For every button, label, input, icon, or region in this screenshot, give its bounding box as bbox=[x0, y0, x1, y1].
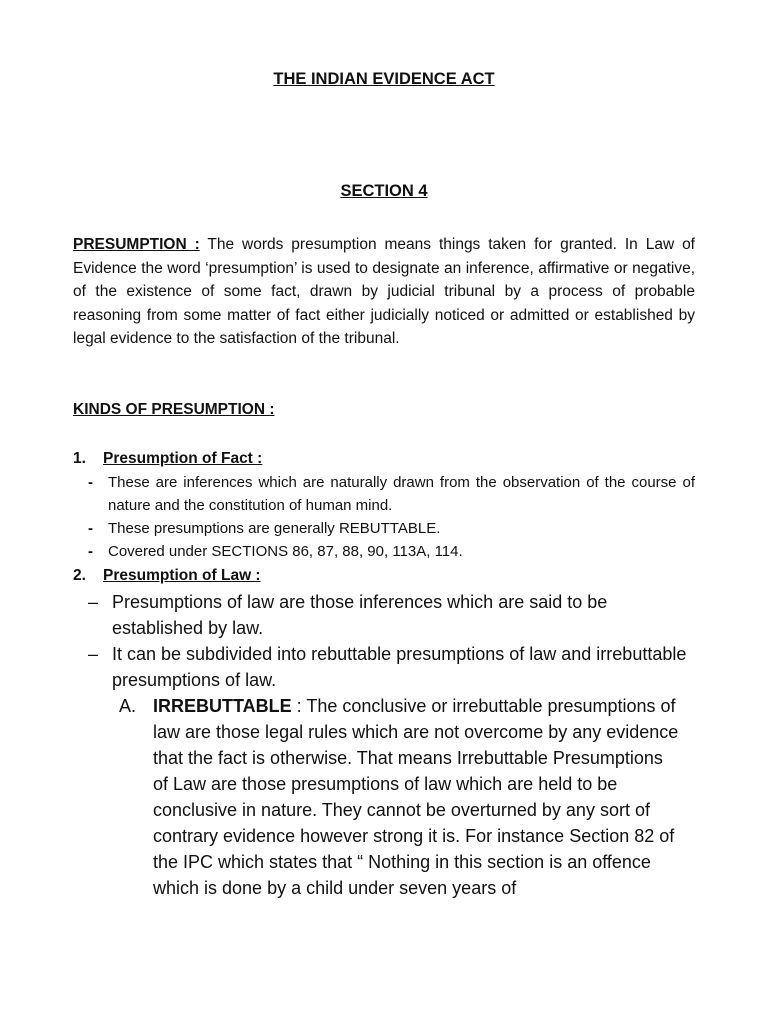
presumption-paragraph bbox=[73, 233, 695, 351]
bullet-dash: - bbox=[88, 474, 93, 491]
kinds-heading: KINDS OF PRESUMPTION : bbox=[73, 401, 275, 418]
item-label: Presumption of Law : bbox=[103, 567, 261, 584]
bullet-text: Covered under SECTIONS 86, 87, 88, 90, 113A, 114. bbox=[108, 543, 463, 560]
list-item bbox=[88, 471, 695, 517]
subitem-body bbox=[153, 693, 679, 901]
bullet-text: Presumptions of law are those inferences which are said to be established by law. bbox=[112, 592, 608, 638]
section-heading: SECTION 4 bbox=[340, 182, 428, 200]
bullet-dash: - bbox=[88, 520, 93, 537]
list-item bbox=[88, 641, 688, 693]
bullet-dash: – bbox=[88, 592, 99, 612]
presumption-of-fact-heading bbox=[73, 450, 262, 468]
presumption-text: The words presumption means things taken for granted. In Law of Evidence the word ‘presumption’ is used to designate an inference, affirmative or negative, of the existence of some fact, drawn by judicial tribunal by a process of probable reasoning from some matter of fact either judicially noticed or admitted or established by legal evidence to the satisfaction of the tribunal. bbox=[73, 236, 695, 347]
law-bullet-list bbox=[88, 589, 688, 693]
subitem-term: IRREBUTTABLE bbox=[153, 696, 292, 716]
bullet-text: These are inferences which are naturally drawn from the observation of the course of nature and the constitution of human mind. bbox=[108, 474, 695, 514]
subitem-text: : The conclusive or irrebuttable presumptions of law are those legal rules which are not overcome by any evidence that the fact is otherwise. That means Irrebuttable Presumptions of Law are those presumptions of law which are held to be conclusive in nature. They cannot be overturned by any sort of contrary evidence however strong it is. For instance Section 82 of the IPC which states that “ Nothing in this section is an offence which is done by a child under seven years of bbox=[153, 696, 679, 898]
list-item bbox=[88, 589, 688, 641]
presumption-lead: PRESUMPTION : bbox=[73, 236, 200, 253]
bullet-text: These presumptions are generally REBUTTABLE. bbox=[108, 520, 441, 537]
bullet-dash: – bbox=[88, 644, 99, 664]
list-item bbox=[88, 540, 695, 563]
bullet-dash: - bbox=[88, 543, 93, 560]
subitem-letter: A. bbox=[119, 696, 137, 716]
item-label: Presumption of Fact : bbox=[103, 450, 263, 467]
item-number: 1. bbox=[73, 450, 86, 467]
list-item bbox=[88, 517, 695, 540]
irrebuttable-subitem bbox=[119, 693, 679, 901]
presumption-of-law-heading bbox=[73, 567, 261, 585]
document-title: THE INDIAN EVIDENCE ACT bbox=[273, 70, 495, 88]
bullet-text: It can be subdivided into rebuttable presumptions of law and irrebuttable presumptions of law. bbox=[112, 644, 687, 690]
fact-bullet-list bbox=[88, 471, 695, 563]
item-number: 2. bbox=[73, 567, 86, 584]
